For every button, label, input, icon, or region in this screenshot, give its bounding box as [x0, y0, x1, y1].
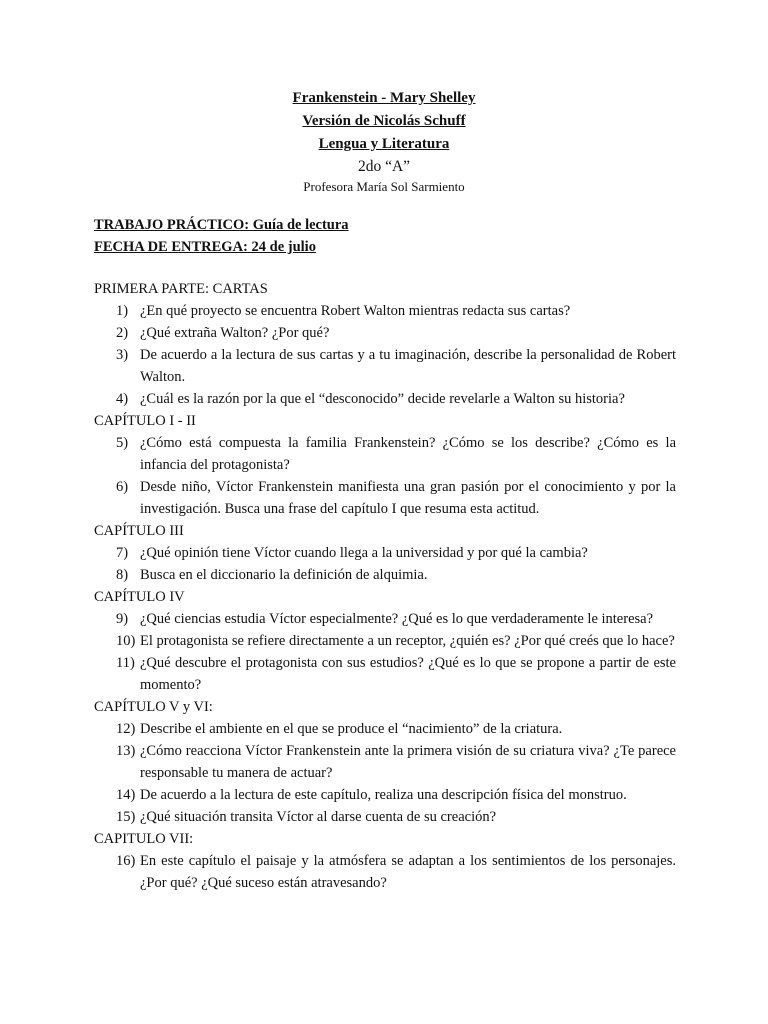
assignment-info — [94, 214, 684, 258]
section-title: CAPITULO VII: — [94, 831, 194, 847]
due-date: FECHA DE ENTREGA: 24 de julio — [94, 239, 316, 255]
question-number: 9) — [116, 611, 129, 627]
course-label: 2do “A” — [357, 158, 411, 175]
book-title: Frankenstein - Mary Shelley — [292, 90, 476, 106]
question-text: ¿Cómo está compuesta la familia Frankenstein? ¿Cómo se los describe? ¿Cómo es la infancia del protagonista? — [140, 435, 676, 473]
question-text: Desde niño, Víctor Frankenstein manifiesta una gran pasión por el conocimiento y por la investigación. Busca una frase del capítulo I que resuma esta actitud. — [140, 479, 676, 517]
questions-body — [94, 278, 676, 894]
question-number: 1) — [116, 303, 129, 319]
section-title: PRIMERA PARTE: CARTAS — [94, 281, 268, 297]
question-item — [94, 564, 676, 586]
subject-title: Lengua y Literatura — [318, 136, 450, 152]
question-item — [94, 608, 676, 630]
question-number: 16) — [116, 853, 136, 869]
question-number: 7) — [116, 545, 129, 561]
document-header — [0, 87, 768, 196]
question-item — [94, 344, 676, 388]
question-text: En este capítulo el paisaje y la atmósfera se adaptan a los sentimientos de los personajes. ¿Por qué? ¿Qué suceso están atravesando? — [140, 853, 676, 891]
question-item — [94, 476, 676, 520]
question-number: 3) — [116, 347, 129, 363]
question-text: ¿Qué opinión tiene Víctor cuando llega a la universidad y por qué la cambia? — [140, 545, 588, 561]
question-item — [94, 806, 676, 828]
version-author: Versión de Nicolás Schuff — [302, 113, 466, 129]
question-number: 13) — [116, 743, 136, 759]
question-number: 14) — [116, 787, 136, 803]
question-item — [94, 432, 676, 476]
question-number: 2) — [116, 325, 129, 341]
question-item — [94, 718, 676, 740]
question-text: Busca en el diccionario la definición de alquimia. — [140, 567, 428, 583]
question-item — [94, 630, 676, 652]
question-item — [94, 388, 676, 410]
question-item — [94, 300, 676, 322]
question-text: ¿Qué ciencias estudia Víctor especialmente? ¿Qué es lo que verdaderamente le interesa? — [140, 611, 654, 627]
section-title: CAPÍTULO I - II — [94, 413, 196, 429]
question-number: 15) — [116, 809, 136, 825]
question-number: 12) — [116, 721, 136, 737]
assignment-type: TRABAJO PRÁCTICO: Guía de lectura — [94, 217, 349, 233]
question-text: ¿Qué extraña Walton? ¿Por qué? — [140, 325, 330, 341]
question-item — [94, 850, 676, 894]
question-text: El protagonista se refiere directamente a un receptor, ¿quién es? ¿Por qué creés que lo hace? — [140, 633, 675, 649]
question-text: ¿Cómo reacciona Víctor Frankenstein ante la primera visión de su criatura viva? ¿Te parece responsable tu manera de actuar? — [140, 743, 676, 781]
question-text: ¿Qué situación transita Víctor al darse cuenta de su creación? — [140, 809, 497, 825]
question-text: De acuerdo a la lectura de este capítulo, realiza una descripción física del monstruo. — [140, 787, 627, 803]
question-text: ¿En qué proyecto se encuentra Robert Walton mientras redacta sus cartas? — [140, 303, 571, 319]
question-number: 8) — [116, 567, 129, 583]
question-number: 4) — [116, 391, 129, 407]
teacher-name: Profesora María Sol Sarmiento — [303, 179, 465, 194]
question-text: ¿Qué descubre el protagonista con sus estudios? ¿Qué es lo que se propone a partir de este momento? — [140, 655, 676, 693]
question-text: Describe el ambiente en el que se produce el “nacimiento” de la criatura. — [140, 721, 563, 737]
question-item — [94, 784, 676, 806]
question-text: De acuerdo a la lectura de sus cartas y a tu imaginación, describe la personalidad de Robert Walton. — [140, 347, 676, 385]
question-number: 6) — [116, 479, 129, 495]
question-item — [94, 542, 676, 564]
question-item — [94, 740, 676, 784]
question-number: 11) — [116, 655, 135, 671]
question-item — [94, 322, 676, 344]
section-title: CAPÍTULO III — [94, 523, 184, 539]
section-title: CAPÍTULO V y VI: — [94, 699, 213, 715]
question-number: 10) — [116, 633, 136, 649]
question-number: 5) — [116, 435, 129, 451]
question-text: ¿Cuál es la razón por la que el “desconocido” decide revelarle a Walton su historia? — [140, 391, 625, 407]
section-title: CAPÍTULO IV — [94, 589, 185, 605]
question-item — [94, 652, 676, 696]
